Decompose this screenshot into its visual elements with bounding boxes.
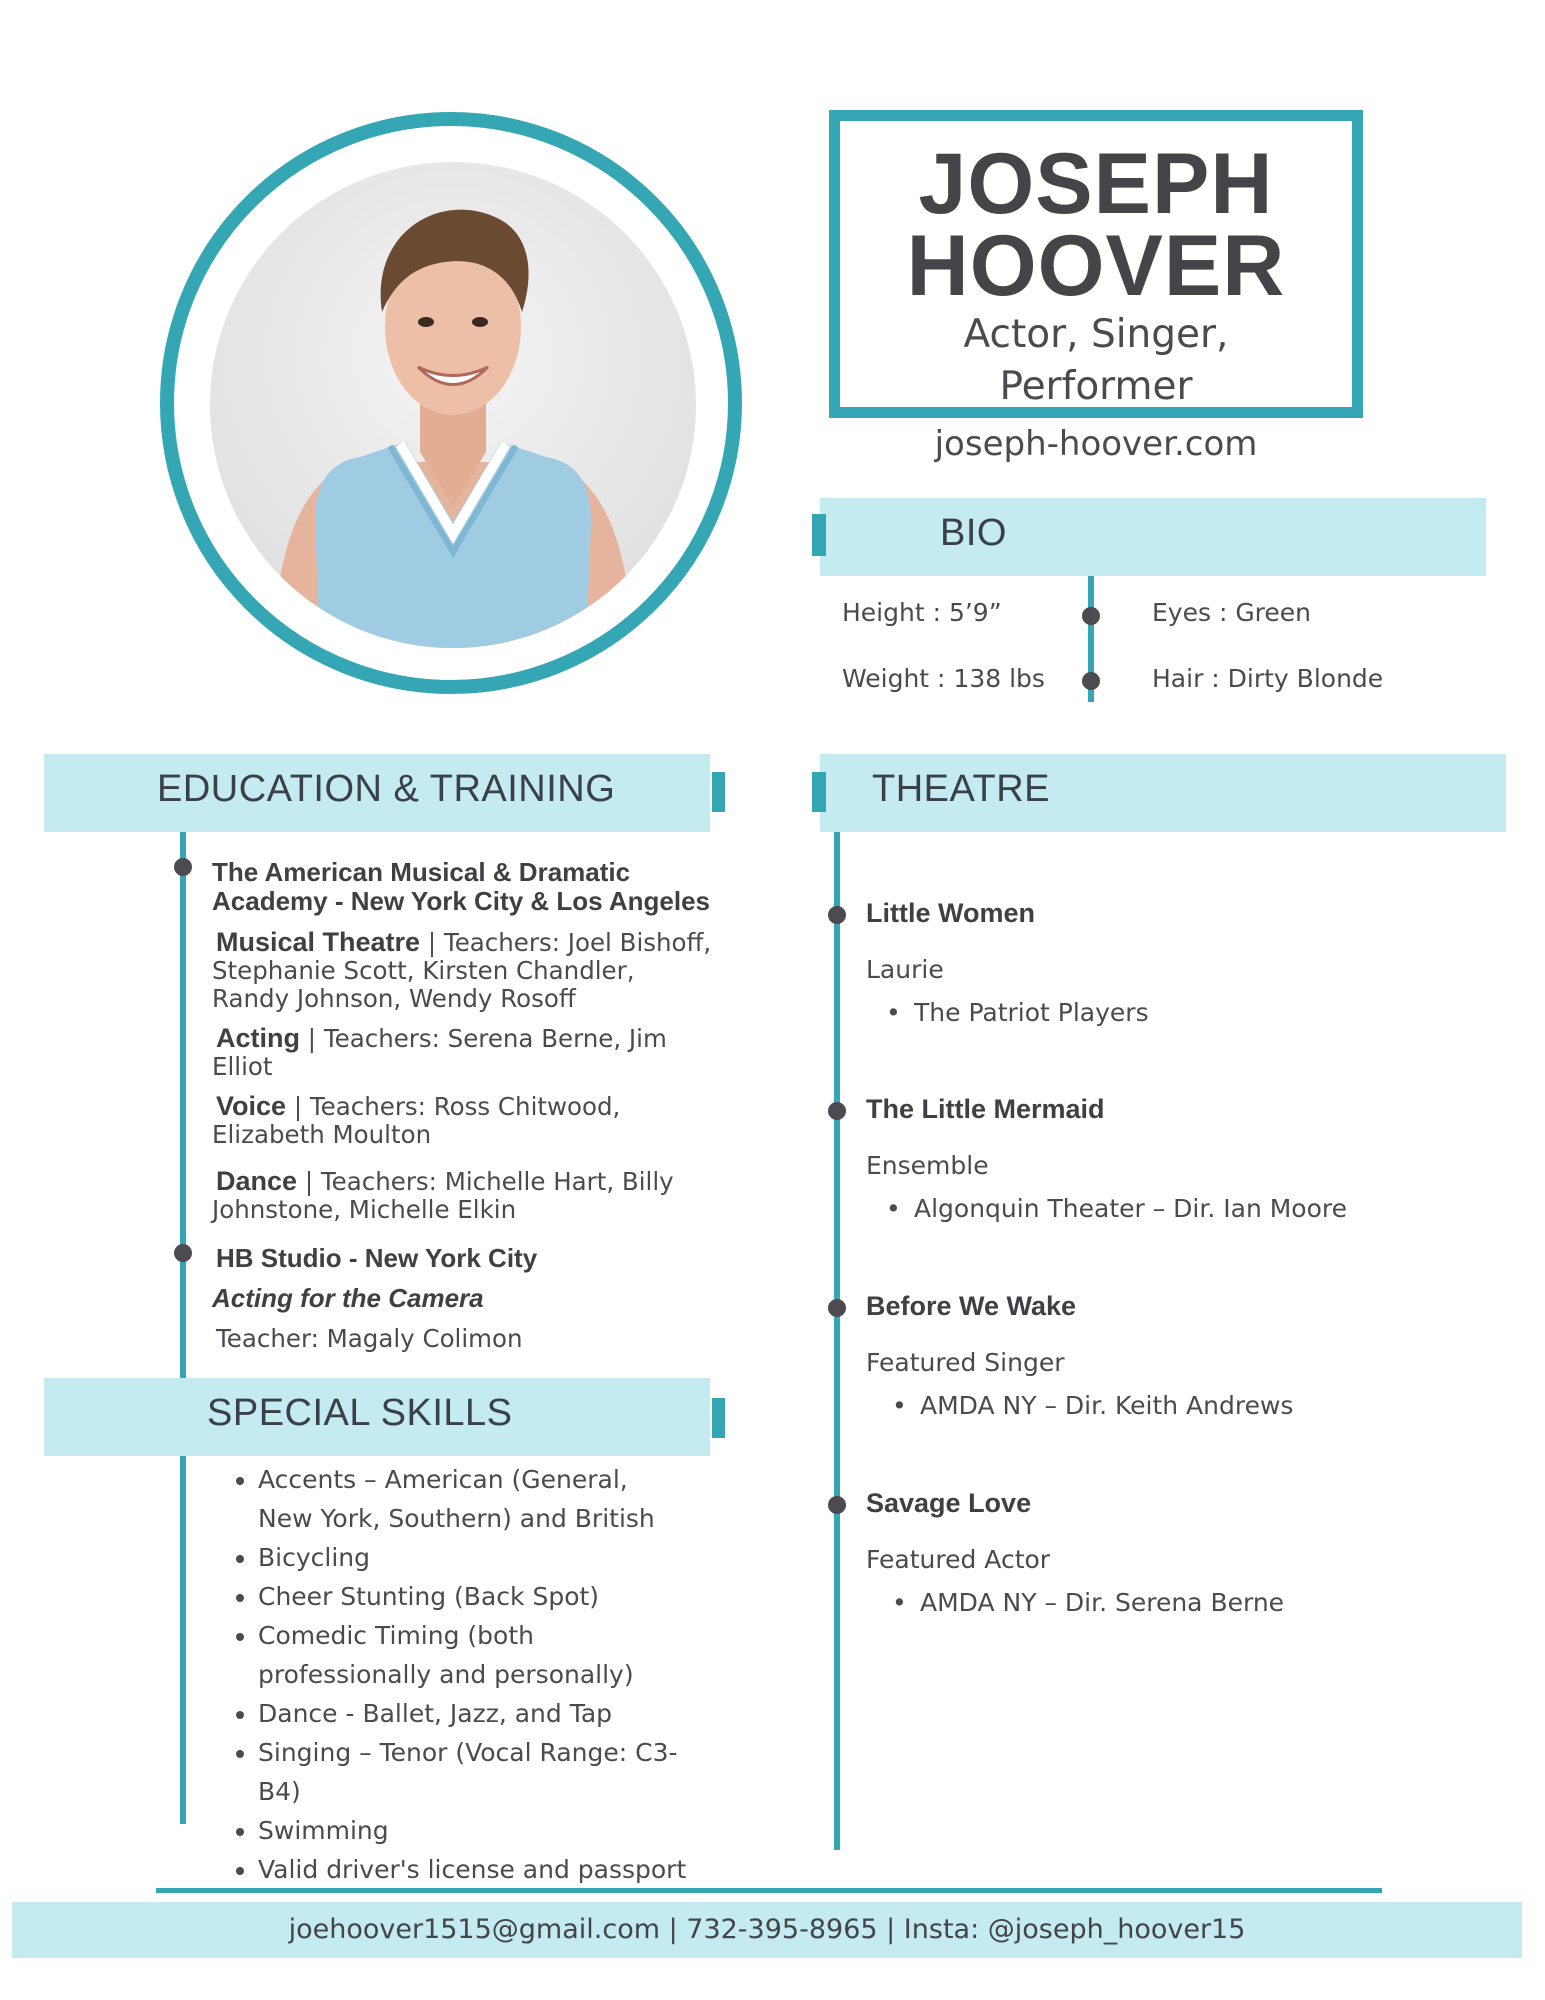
bio-header-band xyxy=(820,498,1486,576)
role-line-1: Actor, Singer, xyxy=(963,312,1229,357)
dance-teachers-2: Johnstone, Michelle Elkin xyxy=(212,1195,517,1224)
first-name: JOSEPH xyxy=(918,136,1274,232)
show-role: Featured Actor xyxy=(866,1545,1051,1574)
website-link[interactable]: joseph-hoover.com xyxy=(934,424,1258,464)
education-header-tab xyxy=(712,772,725,812)
school-1-line-2: Academy - New York City & Los Angeles xyxy=(212,886,710,916)
education-title: EDUCATION & TRAINING xyxy=(157,768,616,810)
bio-height: Height : 5’9” xyxy=(842,598,1002,627)
theatre-dot-2 xyxy=(828,1102,846,1120)
education-timeline-line xyxy=(180,832,186,1378)
skill-item: • Cheer Stunting (Back Spot) xyxy=(258,1577,688,1616)
theatre-credit-1 xyxy=(866,898,1466,1027)
show-title: Savage Love xyxy=(866,1488,1032,1518)
show-title: The Little Mermaid xyxy=(866,1094,1105,1124)
school-2-teacher: Teacher: Magaly Colimon xyxy=(216,1324,523,1353)
bio-weight: Weight : 138 lbs xyxy=(842,664,1045,693)
skill-item: • Dance - Ballet, Jazz, and Tap xyxy=(258,1694,688,1733)
skill-item: • Swimming xyxy=(258,1811,688,1850)
acting-label: Acting xyxy=(216,1023,300,1053)
musical-theatre-label: Musical Theatre xyxy=(216,927,421,957)
theatre-title: THEATRE xyxy=(872,768,1051,810)
voice-entry xyxy=(212,1092,732,1149)
portrait-illustration xyxy=(210,162,696,648)
bio-header-tab xyxy=(812,514,826,556)
footer-divider xyxy=(156,1888,1382,1893)
show-venue: • Algonquin Theater – Dir. Ian Moore xyxy=(914,1194,1466,1223)
education-entry-hb-studio xyxy=(212,1244,732,1353)
show-venue: • AMDA NY – Dir. Keith Andrews xyxy=(920,1391,1466,1420)
voice-teachers-2: Elizabeth Moulton xyxy=(212,1120,432,1149)
show-title: Little Women xyxy=(866,898,1036,928)
theatre-dot-1 xyxy=(828,906,846,924)
theatre-dot-4 xyxy=(828,1496,846,1514)
show-role: Ensemble xyxy=(866,1151,989,1180)
skill-item: • Comedic Timing (both professionally and personally) xyxy=(258,1616,688,1694)
theatre-dot-3 xyxy=(828,1299,846,1317)
show-venue: • The Patriot Players xyxy=(914,998,1466,1027)
skills-header-tab xyxy=(712,1398,725,1438)
bio-dot-1 xyxy=(1082,607,1100,625)
musical-theatre-teachers-3: Randy Johnson, Wendy Rosoff xyxy=(212,984,576,1013)
bio-dot-2 xyxy=(1082,672,1100,690)
show-role: Featured Singer xyxy=(866,1348,1065,1377)
skills-title: SPECIAL SKILLS xyxy=(207,1392,513,1434)
voice-label: Voice xyxy=(216,1091,287,1121)
bio-hair: Hair : Dirty Blonde xyxy=(1152,664,1384,693)
education-entry-amda xyxy=(212,858,732,1224)
theatre-credit-3 xyxy=(866,1291,1466,1420)
voice-teachers-1: | Teachers: Ross Chitwood, xyxy=(286,1092,621,1121)
contact-footer: joehoover1515@gmail.com | 732-395-8965 | Insta: @joseph_hoover15 xyxy=(12,1902,1522,1958)
theatre-credit-2 xyxy=(866,1094,1466,1223)
skill-item: • Valid driver's license and passport xyxy=(258,1850,688,1889)
dance-teachers-1: | Teachers: Michelle Hart, Billy xyxy=(297,1167,674,1196)
school-2: HB Studio - New York City xyxy=(216,1243,538,1273)
education-dot-2 xyxy=(174,1244,192,1262)
musical-theatre-teachers-2: Stephanie Scott, Kirsten Chandler, xyxy=(212,956,635,985)
theatre-credit-4 xyxy=(866,1488,1466,1617)
bio-eyes: Eyes : Green xyxy=(1152,598,1312,627)
bio-title: BIO xyxy=(940,512,1007,554)
name-box xyxy=(829,110,1363,418)
skills-list xyxy=(222,1460,688,1889)
education-dot-1 xyxy=(174,858,192,876)
profile-photo xyxy=(210,162,696,648)
theatre-header-tab xyxy=(812,772,826,812)
acting-teachers: | Teachers: Serena Berne, Jim Elliot xyxy=(212,1024,667,1081)
dance-label: Dance xyxy=(216,1166,298,1196)
show-title: Before We Wake xyxy=(866,1291,1077,1321)
show-venue: • AMDA NY – Dir. Serena Berne xyxy=(920,1588,1466,1617)
skills-timeline-line xyxy=(180,1456,186,1824)
role-line-2: Performer xyxy=(999,364,1193,409)
skill-item: • Accents – American (General, New York, Southern) and British xyxy=(258,1460,688,1538)
show-role: Laurie xyxy=(866,955,944,984)
school-2-course: Acting for the Camera xyxy=(212,1283,484,1313)
musical-theatre-entry xyxy=(212,928,732,1013)
skill-item: • Singing – Tenor (Vocal Range: C3-B4) xyxy=(258,1733,688,1811)
school-1-line-1: The American Musical & Dramatic xyxy=(212,857,631,887)
acting-entry xyxy=(212,1024,732,1081)
theatre-timeline-line xyxy=(834,832,840,1850)
musical-theatre-teachers-1: | Teachers: Joel Bishoff, xyxy=(420,928,712,957)
skill-item: • Bicycling xyxy=(258,1538,688,1577)
last-name: HOOVER xyxy=(906,218,1286,314)
dance-entry xyxy=(212,1167,732,1224)
